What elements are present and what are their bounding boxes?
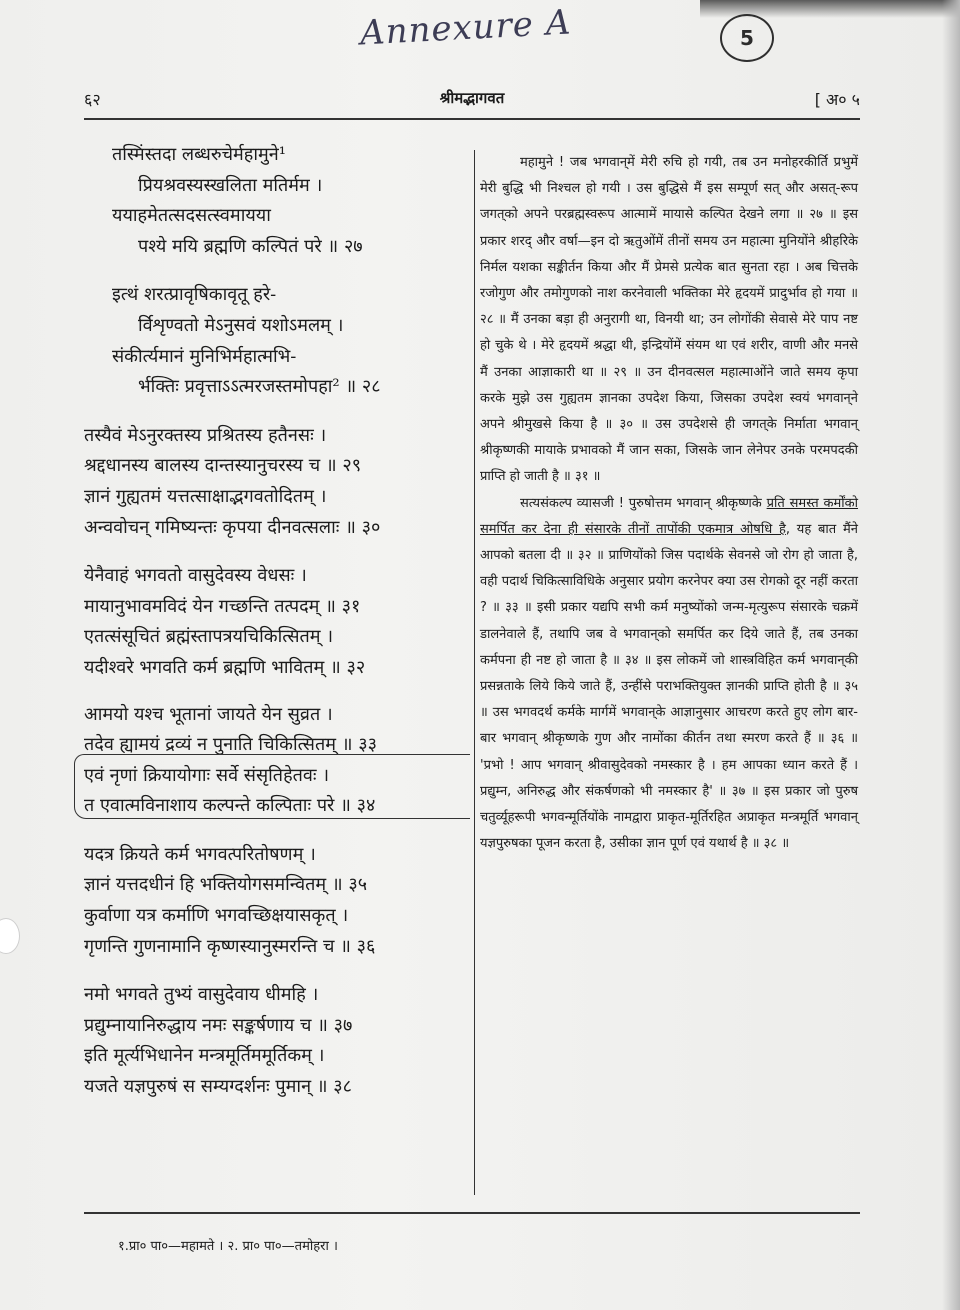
translation-paragraph — [480, 491, 858, 858]
verse-line: तस्यैवं मेऽनुरक्तस्य प्रश्रितस्य हतैनसः । — [84, 424, 327, 446]
verse-line: यदीश्वरे भगवति कर्म ब्रह्मणि भावितम् ॥ ३२ — [84, 656, 366, 678]
translation-text: , यह बात मैंने आपको बतला दी ॥ ३२ ॥ प्राणियोंको जिस पदार्थके सेवनसे जो रोग हो जाता है, वही पदार्थ चिकित्साविधिके अनुसार प्रयोग करनेपर क्या उस रोगको दूर नहीं करता ? ॥ ३३ ॥ इसी प्रकार यद्यपि सभी कर्म मनुष्योंको जन्म-मृत्युरूप संसारके चक्रमें डालनेवाले हैं, तथापि जब वे भगवान्‌को समर्पित कर दिये जाते हैं, तब उनका कर्मपना ही नष्ट हो जाता है ॥ ३४ ॥ इस लोकमें जो शास्त्रविहित कर्म भगवान्‌की प्रसन्नताके लिये किये जाते हैं, उन्हींसे पराभक्तियुक्त ज्ञानकी प्राप्ति होती है ॥ ३५ ॥ उस भगवदर्थ कर्मके मार्गमें भगवान्‌के आज्ञानुसार आचरण करते हुए लोग बार-बार भगवान् श्रीकृष्णके गुण और नामोंका कीर्तन तथा स्मरण करते हैं ॥ ३६ ॥ 'प्रभो ! आप भगवान् श्रीवासुदेवको नमस्कार है । हम आपका ध्यान करते हैं । प्रद्युम्न, अनिरुद्ध और संकर्षणको भी नमस्कार है' ॥ ३७ ॥ इस प्रकार जो पुरुष चतुर्व्यूहरूपी भगवन्मूर्तियोंके नामद्वारा प्राकृत-मूर्तिरहित अप्राकृत मन्त्रमूर्ति भगवान् यज्ञपुरुषका पूजन करता है, उसीका ज्ञान पूर्ण एवं यथार्थ है ॥ ३८ ॥ — [480, 521, 858, 852]
header-rule — [84, 118, 860, 120]
verse-line: र्विशृण्वतो मेऽनुसवं यशोऽमलम् । — [138, 314, 344, 336]
verse-line: यदत्र क्रियते कर्म भगवत्परितोषणम् । — [84, 843, 316, 865]
punch-hole — [0, 918, 20, 954]
scan-edge-shadow-right — [942, 0, 960, 1310]
book-title: श्रीमद्भागवत — [439, 89, 505, 107]
verse-line: अन्ववोचन् गमिष्यन्तः कृपया दीनवत्सलाः ॥ ३० — [84, 516, 381, 538]
verse-line: प्रद्युम्नायानिरुद्धाय नमः सङ्कर्षणाय च ॥ ३७ — [84, 1014, 353, 1036]
page-header — [84, 86, 860, 116]
footnote-rule — [84, 1212, 860, 1214]
footnote: १.प्रा० पा०—महामते । २. प्रा० पा०—तमोहरा । — [118, 1239, 338, 1254]
chapter-marker: [ अ० ५ — [814, 90, 860, 109]
verse-line: इत्थं शरत्प्रावृषिकावृतू हरे- — [112, 284, 277, 306]
verse-line: नमो भगवते तुभ्यं वासुदेवाय धीमहि । — [84, 984, 319, 1006]
verse-line-marked: तदेव ह्यामयं द्रव्यं न पुनाति चिकित्सितम् ॥ ३३ — [84, 734, 377, 756]
verse-line: एतत्संसूचितं ब्रह्मंस्तापत्रयचिकित्सितम् । — [84, 626, 334, 648]
column-divider — [474, 150, 475, 1195]
verse-line: तस्मिंस्तदा लब्धरुचेर्महामुने¹ — [112, 144, 286, 165]
verse-line: कुर्वाणा यत्र कर्माणि भगवच्छिक्षयासकृत् । — [84, 905, 349, 927]
verse-line: ज्ञानं यत्तदधीनं हि भक्तियोगसमन्वितम् ॥ ३५ — [84, 874, 368, 896]
handwritten-bracket-mark — [74, 754, 470, 819]
verse-line: ययाहमेतत्सदसत्स्वमायया — [112, 205, 271, 227]
hindi-translation-column — [480, 150, 858, 857]
verse-line: श्रद्दधानस्य बालस्य दान्तस्यानुचरस्य च ॥ २९ — [84, 455, 362, 477]
verse-line: एवं नृणां क्रियायोगाः सर्वे संसृतिहेतवः । — [84, 764, 330, 786]
verse-line-marked: आमयो यश्च भूतानां जायते येन सुव्रत । — [84, 703, 333, 725]
underlined-text: प्रति समस्त कर्मोंको समर्पित कर देना ही संसारके तीनों तापोंकी एकमात्र ओषधि है — [480, 495, 859, 537]
verse-line: ज्ञानं गुह्यतमं यत्तत्साक्षाद्भगवतोदितम् । — [84, 485, 327, 507]
verse-line: यजते यज्ञपुरुषं स सम्यग्दर्शनः पुमान् ॥ ३८ — [84, 1076, 353, 1098]
translation-text: सत्यसंकल्प व्यासजी ! पुरुषोत्तम भगवान् श्रीकृष्णके — [520, 495, 762, 511]
verse-line: प्रियश्रवस्यस्खलिता मतिर्मम । — [138, 174, 323, 196]
circled-number-text: 5 — [740, 26, 754, 50]
handwritten-annotation: Annexure A — [359, 2, 573, 54]
page-number: ६२ — [84, 90, 101, 109]
verse-line: मायानुभावमविदं येन गच्छन्ति तत्पदम् ॥ ३१ — [84, 595, 361, 617]
verse-line: इति मूर्त्यभिधानेन मन्त्रमूर्तिममूर्तिकम् । — [84, 1045, 325, 1067]
verse-line: संकीर्त्यमानं मुनिभिर्महात्मभि- — [112, 345, 297, 367]
translation-paragraph: महामुने ! जब भगवान्‌में मेरी रुचि हो गयी, तब उन मनोहरकीर्ति प्रभुमें मेरी बुद्धि भी निश्चल हो गयी । उस बुद्धिसे मैं इस सम्पूर्ण सत् और असत्-रूप जगत्‌को अपने परब्रह्मस्वरूप आत्मामें मायासे कल्पित देखने लगा ॥ २७ ॥ इस प्रकार शरद् और वर्षा—इन दो ऋतुओंमें तीनों समय उन महात्मा मुनियोंने श्रीहरिके निर्मल यशका सङ्कीर्तन किया और मैं प्रेमसे प्रत्येक बात सुनता रहा । अब चित्तके रजोगुण और तमोगुणको नाश करनेवाली भक्तिका मेरे हृदयमें प्रादुर्भाव हो गया ॥ २८ ॥ मैं उनका बड़ा ही अनुरागी था, विनयी था; उन लोगोंकी सेवासे मेरे पाप नष्ट हो चुके थे । मेरे हृदयमें श्रद्धा थी, इन्द्रियोंमें संयम था एवं शरीर, वाणी और मनसे मैं उनका आज्ञाकारी था ॥ २९ ॥ उन दीनवत्सल महात्माओंने जाते समय कृपा करके मुझे उस गुह्यतम ज्ञानका उपदेश किया, जिसका उपदेश स्वयं भगवान्‌ने अपने श्रीमुखसे किया है ॥ ३० ॥ उस उपदेशसे ही जगत्‌के निर्माता भगवान् श्रीकृष्णकी मायाके प्रभावको मैं जान सका, जिसके जान लेनेपर उनके परमपदकी प्राप्ति हो जाती है ॥ ३१ ॥ — [480, 155, 858, 485]
verse-line: त एवात्मविनाशाय कल्पन्ते कल्पिताः परे ॥ ३४ — [84, 795, 376, 817]
verse-line: पश्ये मयि ब्रह्मणि कल्पितं परे ॥ २७ — [138, 235, 363, 257]
circled-page-number — [720, 14, 774, 62]
verse-line: येनैवाहं भगवतो वासुदेवस्य वेधसः । — [84, 565, 307, 587]
verse-line: र्भक्तिः प्रवृत्ताऽऽत्मरजस्तमोपहा² ॥ २८ — [138, 376, 381, 398]
verse-line: गृणन्ति गुणनामानि कृष्णस्यानुस्मरन्ति च ॥ ३६ — [84, 935, 376, 957]
sanskrit-verses-column — [84, 140, 468, 1103]
